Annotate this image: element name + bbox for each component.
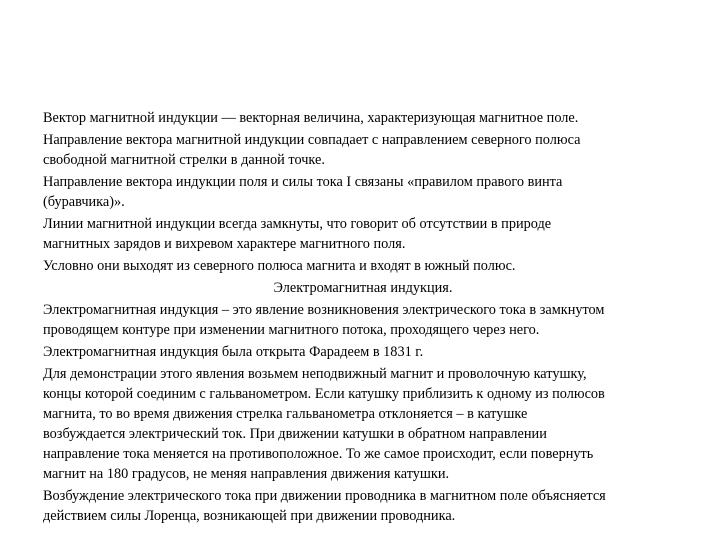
text-line: действием силы Лоренца, возникающей при движении проводника. [43,508,456,524]
paragraph-vector-definition [43,108,683,128]
section-heading-text: Электромагнитная индукция. [273,280,453,296]
paragraph-vector-direction [43,130,683,170]
paragraph-faraday [43,342,683,362]
text-line: свободной магнитной стрелки в данной точке. [43,152,325,168]
text-line: (буравчика)». [43,194,125,210]
text-line: Вектор магнитной индукции — векторная величина, характеризующая магнитное поле. [43,110,579,126]
paragraph-screw-rule [43,172,683,212]
text-line: Возбуждение электрического тока при движении проводника в магнитном поле объясняется [43,488,606,504]
text-line: проводящем контуре при изменении магнитного потока, проходящего через него. [43,322,540,338]
text-line: Линии магнитной индукции всегда замкнуты, что говорит об отсутствии в природе [43,216,552,232]
text-line: магнит на 180 градусов, не меняя направления движения катушки. [43,466,450,482]
text-line: концы которой соединим с гальванометром. Если катушку приблизить к одному из полюсов [43,386,605,402]
text-line: Направление вектора магнитной индукции совпадает с направлением северного полюса [43,132,581,148]
paragraph-lorentz [43,486,683,526]
text-line: Электромагнитная индукция была открыта Фарадеем в 1831 г. [43,344,424,360]
text-line: магнита, то во время движения стрелка гальванометра отклоняется – в катушке [43,406,528,422]
text-line: возбуждается электрический ток. При движении катушки в обратном направлении [43,426,547,442]
text-line: Направление вектора индукции поля и силы тока I связаны «правилом правого винта [43,174,563,190]
text-line: Электромагнитная индукция – это явление возникновения электрического тока в замкнутом [43,302,605,318]
paragraph-induction-definition [43,300,683,340]
paragraph-closed-lines [43,214,683,254]
paragraph-poles [43,256,683,276]
text-line: направление тока меняется на противоположное. То же самое происходит, если повернуть [43,446,594,462]
paragraph-demonstration [43,364,683,484]
text-body [43,108,683,528]
text-line: Условно они выходят из северного полюса магнита и входят в южный полюс. [43,258,516,274]
text-line: магнитных зарядов и вихревом характере магнитного поля. [43,236,406,252]
section-heading [43,278,683,298]
text-line: Для демонстрации этого явления возьмем неподвижный магнит и проволочную катушку, [43,366,587,382]
